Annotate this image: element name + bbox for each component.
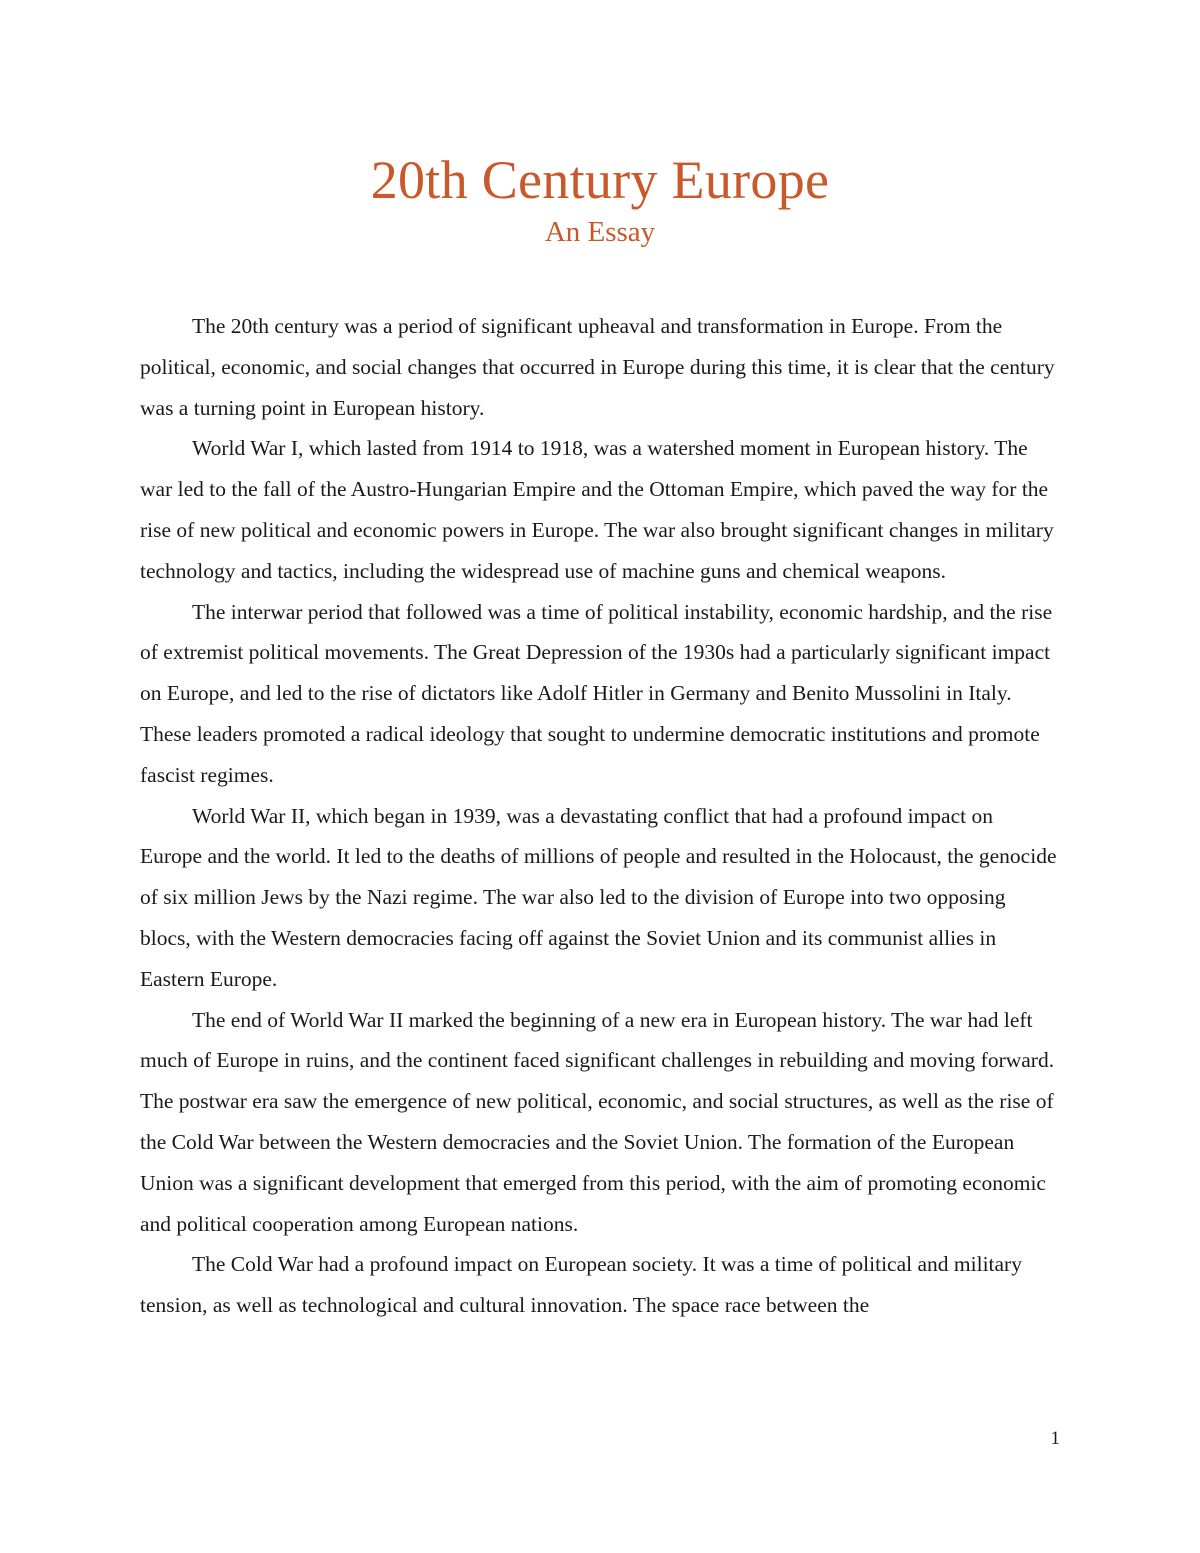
title-block — [0, 148, 1200, 252]
paragraph: World War I, which lasted from 1914 to 1918, was a watershed moment in European history. The war led to the fall of the Austro-Hungarian Empire and the Ottoman Empire, which paved the way for the rise of new political and economic powers in Europe. The war also brought significant changes in military technology and tactics, including the widespread use of machine guns and chemical weapons. — [140, 436, 1054, 583]
paragraph: The interwar period that followed was a time of political instability, economic hardship, and the rise of extremist political movements. The Great Depression of the 1930s had a particularly significant impact on Europe, and led to the rise of dictators like Adolf Hitler in Germany and Benito Mussolini in Italy. These leaders promoted a radical ideology that sought to undermine democratic institutions and promote fascist regimes. — [140, 599, 1053, 787]
paragraph: The Cold War had a profound impact on European society. It was a time of political and military tension, as well as technological and cultural innovation. The space race between the — [140, 1252, 1022, 1318]
document-subtitle: An Essay — [544, 216, 656, 248]
paragraph: The 20th century was a period of significant upheaval and transformation in Europe. From the political, economic, and social changes that occurred in Europe during this time, it is clear that the century was a turning point in European history. — [140, 314, 1055, 420]
essay-body — [140, 306, 1060, 1326]
document-title: 20th Century Europe — [370, 150, 830, 210]
paragraph: The end of World War II marked the beginning of a new era in European history. The war had left much of Europe in ruins, and the continent faced significant challenges in rebuilding and moving forward. The postwar era saw the emergence of new political, economic, and social structures, as well as the rise of the Cold War between the Western democracies and the Soviet Union. The formation of the European Union was a significant development that emerged from this period, with the aim of promoting economic and political cooperation among European nations. — [140, 1007, 1055, 1236]
page-number: 1 — [1050, 1428, 1060, 1449]
paragraph: World War II, which began in 1939, was a devastating conflict that had a profound impact on Europe and the world. It led to the deaths of millions of people and resulted in the Holocaust, the genocide of six million Jews by the Nazi regime. The war also led to the division of Europe into two opposing blocs, with the Western democracies facing off against the Soviet Union and its communist allies in Eastern Europe. — [140, 803, 1057, 991]
